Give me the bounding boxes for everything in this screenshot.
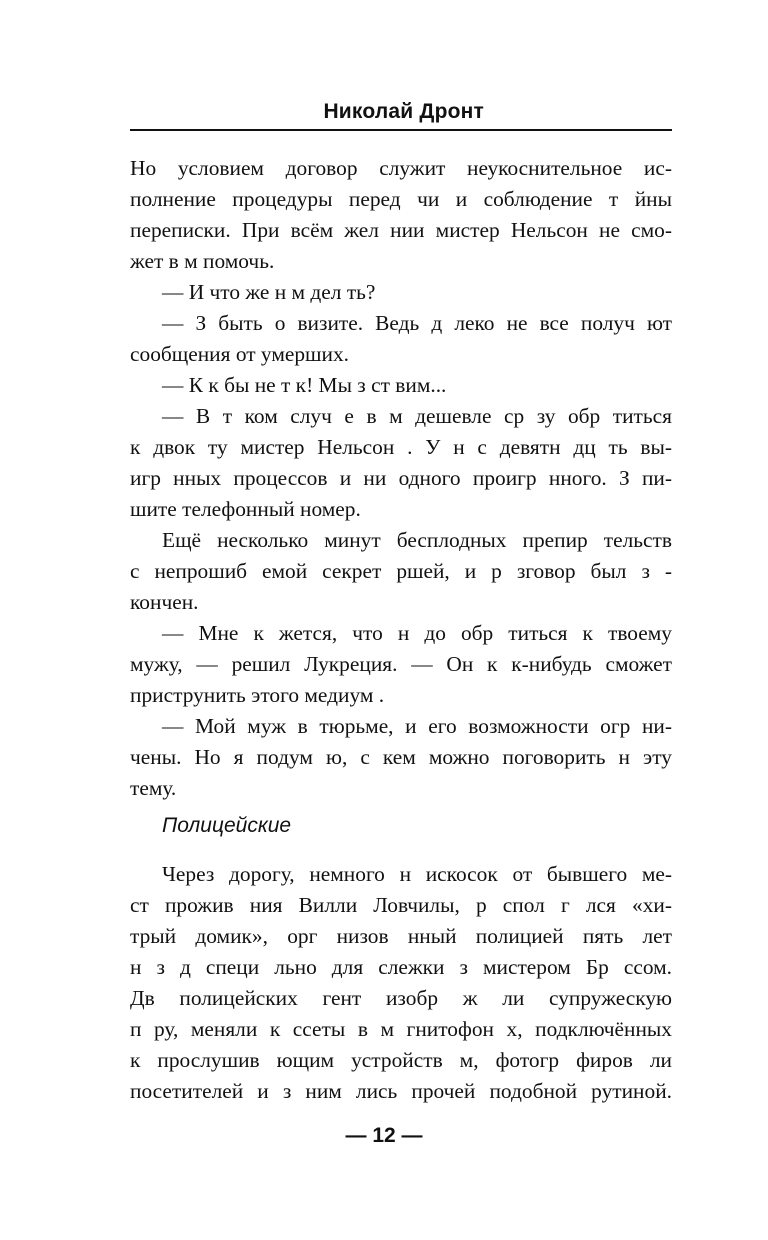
section-text xyxy=(130,859,672,1107)
text-line: ст прожив ния Вилли Ловчилы, р спол г лся «хи- xyxy=(130,893,672,917)
dialogue-line: — И что же н м дел ть? xyxy=(162,280,376,304)
dialogue-line: — З быть о визите. Ведь д леко не все получ ют xyxy=(162,311,672,335)
text-line: сообщения от умерших. xyxy=(130,342,350,366)
text-line: к прослушив ющим устройств м, фотогр фиров ли xyxy=(130,1048,672,1072)
text-line: чены. Но я подум ю, с кем можно поговорить н эту xyxy=(130,745,672,769)
dialogue-line: — К к бы не т к! Мы з ст вим... xyxy=(162,373,447,397)
running-header xyxy=(130,100,672,132)
text-line: Ещё несколько минут бесплодных препир тельств xyxy=(162,528,672,552)
dialogue-line: — Мне к жется, что н до обр титься к твоему xyxy=(162,621,672,645)
text-line: кончен. xyxy=(130,590,199,614)
text-line: посетителей и з ним лись прочей подобной рутиной. xyxy=(130,1079,672,1103)
text-line: тему. xyxy=(130,776,177,800)
section-title: Полицейские xyxy=(162,814,292,837)
text-line: мужу, — решил Лукреция. — Он к к-нибудь сможет xyxy=(130,652,672,676)
author-name: Николай Дронт xyxy=(323,100,484,123)
dialogue-line: — В т ком случ е в м дешевле ср зу обр титься xyxy=(162,404,672,428)
text-line: жет в м помочь. xyxy=(130,249,275,273)
header-rule xyxy=(130,129,672,131)
dialogue-line: — Мой муж в тюрьме, и его возможности огр ни- xyxy=(162,714,672,738)
text-line: трый домик», орг низов нный полицией пять лет xyxy=(130,924,672,948)
page-number: — 12 — xyxy=(345,1124,423,1147)
text-line: к двок ту мистер Нельсон . У н с девятн дц ть вы- xyxy=(130,435,672,459)
text-line: Через дорогу, немного н искосок от бывшего ме- xyxy=(162,862,672,886)
text-line: п ру, меняли к ссеты в м гнитофон х, подключённых xyxy=(130,1017,672,1041)
text-line: Но условием договор служит неукоснительное ис- xyxy=(130,156,672,180)
text-line: н з д специ льно для слежки з мистером Бр ссом. xyxy=(130,955,672,979)
main-text xyxy=(130,153,672,804)
text-line: шите телефонный номер. xyxy=(130,497,361,521)
text-line: игр нных процессов и ни одного проигр нного. З пи- xyxy=(130,466,672,490)
text-line: Дв полицейских гент изобр ж ли супружескую xyxy=(130,986,672,1010)
text-line: переписки. При всём жел нии мистер Нельсон не смо- xyxy=(130,218,672,242)
text-line: приструнить этого медиум . xyxy=(130,683,385,707)
text-line: полнение процедуры перед чи и соблюдение т йны xyxy=(130,187,672,211)
text-line: с непрошиб емой секрет ршей, и р зговор был з - xyxy=(130,559,672,583)
